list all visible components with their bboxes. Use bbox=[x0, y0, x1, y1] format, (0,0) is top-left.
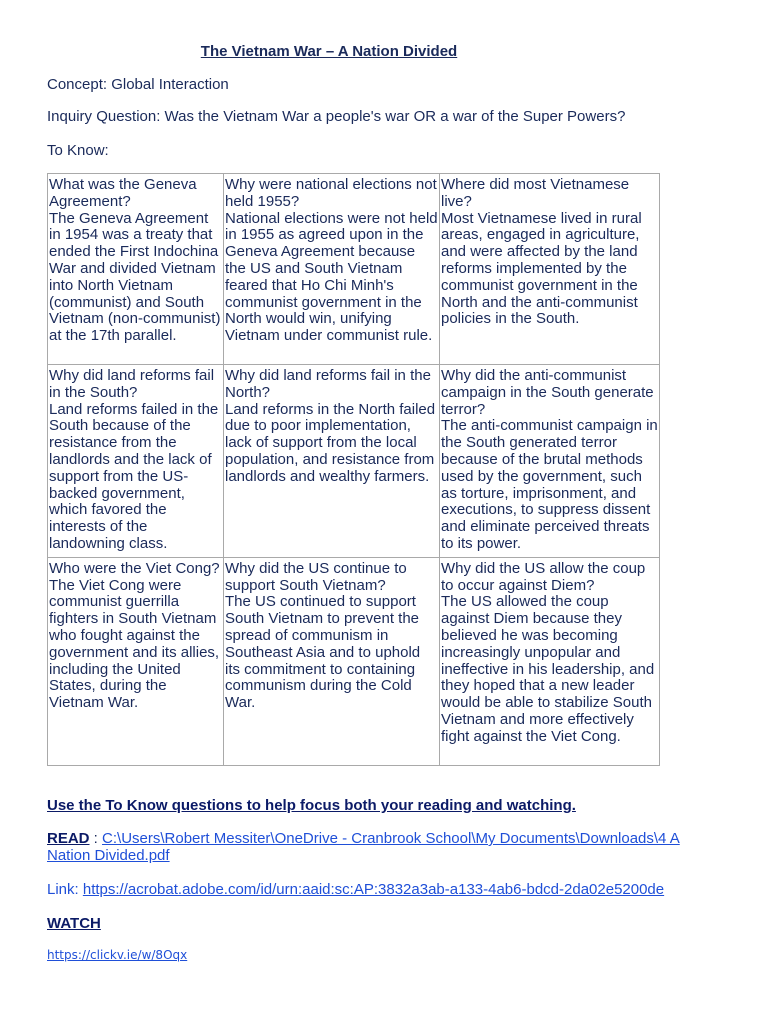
to-know-table bbox=[47, 173, 660, 766]
table-row bbox=[48, 365, 660, 558]
read-separator: : bbox=[89, 830, 103, 847]
table-cell bbox=[48, 365, 224, 558]
table-cell bbox=[440, 365, 660, 558]
cell-answer: The Geneva Agreement in 1954 was a treaty that ended the First Indochina War and divided Vietnam into North Vietnam (communist) and South Vietnam (non-communist) at the 17th parallel. bbox=[49, 209, 221, 345]
read-label: READ bbox=[47, 830, 90, 847]
table-cell bbox=[224, 365, 440, 558]
cell-answer: Land reforms in the North failed due to poor implementation, lack of support from the local population, and resistance from landlords and wealthy farmers. bbox=[225, 400, 436, 485]
table-cell bbox=[440, 557, 660, 765]
cell-answer: Most Vietnamese lived in rural areas, engaged in agriculture, and were affected by the land reforms implemented by the communist government in the North and the anti-communist policies in the South. bbox=[441, 209, 642, 328]
watch-video-link[interactable]: https://clickv.ie/w/8Oqx bbox=[47, 948, 188, 962]
link-line bbox=[47, 881, 664, 898]
watch-heading: WATCH bbox=[47, 915, 101, 932]
acrobat-link[interactable]: https://acrobat.adobe.com/id/urn:aaid:sc:AP:3832a3ab-a133-4ab6-bdcd-2da02e5200de bbox=[82, 881, 665, 898]
table-row bbox=[48, 557, 660, 765]
cell-question: Why were national elections not held 1955? bbox=[225, 176, 437, 210]
document-title: The Vietnam War – A Nation Divided bbox=[200, 43, 458, 60]
cell-answer: The US continued to support South Vietnam to prevent the spread of communism in Southeast Asia and to uphold its commitment to containing communism during the Cold War. bbox=[225, 593, 421, 712]
instruction-line: Use the To Know questions to help focus both your reading and watching. bbox=[47, 797, 576, 814]
read-line bbox=[47, 830, 717, 864]
table-cell bbox=[48, 174, 224, 365]
to-know-heading: To Know: bbox=[47, 142, 109, 159]
cell-answer: Land reforms failed in the South because of the resistance from the landlords and the lack of support from the US-backed government, which favored the interests of the landowning class. bbox=[49, 400, 219, 552]
table-cell bbox=[440, 174, 660, 365]
concept-line: Concept: Global Interaction bbox=[47, 76, 229, 93]
cell-question: Why did land reforms fail in the North? bbox=[225, 367, 431, 401]
cell-question: Why did the anti-communist campaign in the South generate terror? bbox=[441, 367, 654, 418]
link-label: Link: bbox=[47, 881, 83, 898]
cell-answer: National elections were not held in 1955 as agreed upon in the Geneva Agreement because the US and South Vietnam feared that Ho Chi Minh's communist government in the North would win, unifying Vietnam under communist rule. bbox=[225, 209, 438, 345]
cell-question: What was the Geneva Agreement? bbox=[49, 176, 197, 210]
cell-answer: The Viet Cong were communist guerrilla fighters in South Vietnam who fought against the government and its allies, including the United States, during the Vietnam War. bbox=[49, 576, 220, 712]
table-cell bbox=[48, 557, 224, 765]
cell-question: Why did land reforms fail in the South? bbox=[49, 367, 215, 401]
cell-answer: The anti-communist campaign in the South generated terror because of the brutal methods used by the government, such as torture, imprisonment, and executions, to suppress dissent and eliminate perceived threats to its power. bbox=[441, 417, 658, 552]
table-cell bbox=[224, 557, 440, 765]
cell-question: Why did the US allow the coup to occur against Diem? bbox=[441, 559, 646, 594]
cell-question: Why did the US continue to support South Vietnam? bbox=[225, 559, 407, 594]
cell-question: Who were the Viet Cong? bbox=[49, 559, 220, 577]
inquiry-question: Inquiry Question: Was the Vietnam War a people's war OR a war of the Super Powers? bbox=[47, 108, 626, 125]
cell-answer: The US allowed the coup against Diem because they believed he was becoming increasingly unpopular and ineffective in his leadership, and they hoped that a new leader would be able to stabilize South Vietnam and more effectively fight against the Viet Cong. bbox=[441, 593, 655, 745]
table-cell bbox=[224, 174, 440, 365]
read-file-link[interactable]: C:\Users\Robert Messiter\OneDrive - Cranbrook School\My Documents\Downloads\4 A Nation Divided.pdf bbox=[47, 830, 680, 864]
cell-question: Where did most Vietnamese live? bbox=[441, 176, 630, 210]
table-row bbox=[48, 174, 660, 365]
